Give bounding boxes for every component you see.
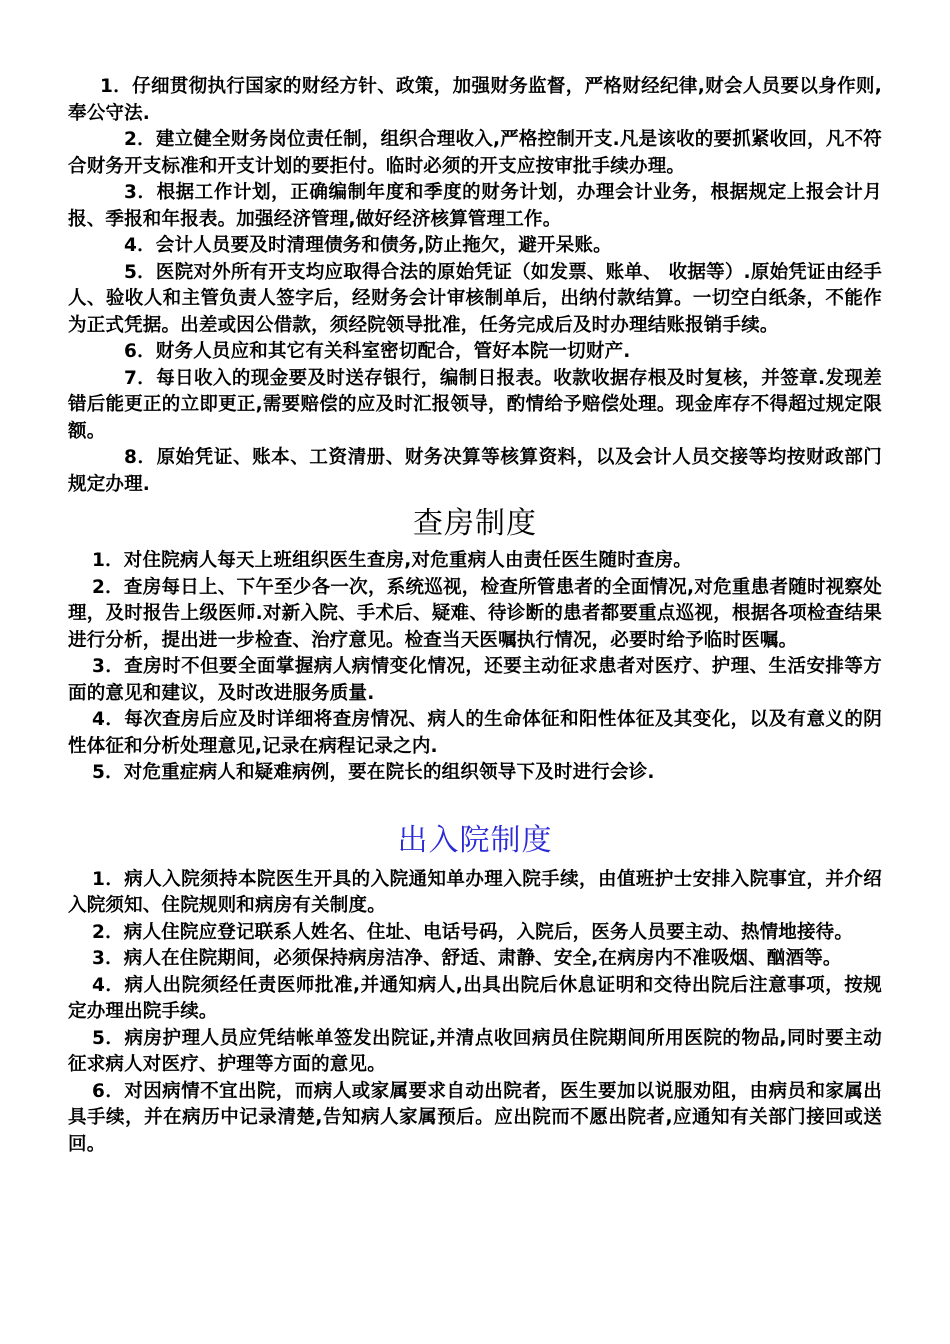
admission-item-1 [68,867,882,920]
item-text: 病人入院须持本院医生开具的入院通知单办理入院手续，由值班护士安排入院事宜，并介绍入院须知、住院规则和病房有关制度。 [68,868,882,916]
item-number: 8． [124,447,157,468]
item-text: 根据工作计划，正确编制年度和季度的财务计划，办理会计业务，根据规定上报会计月报、季报和年报表。加强经济管理,做好经济核算管理工作。 [68,182,882,230]
ward-round-section [68,548,882,787]
finance-item-3 [68,180,882,233]
item-number: 4． [92,974,125,996]
admission-item-6 [68,1079,882,1159]
item-number: 6． [92,1080,125,1102]
ward-round-item-3 [68,654,882,707]
item-number: 1． [92,868,125,890]
ward-round-item-5 [68,760,882,787]
finance-item-5 [68,260,882,340]
finance-section [68,74,882,498]
item-number: 6． [124,341,156,362]
item-number: 5． [124,261,156,283]
item-text: 查房时不但要全面掌握病人病情变化情况，还要主动征求患者对医疗、护理、生活安排等方面的意见和建议，及时改进服务质量. [68,656,882,704]
admission-title: 出入院制度 [397,822,553,858]
item-number: 5． [92,762,124,783]
admission-section [68,867,882,1159]
document-page [68,74,882,1158]
finance-item-1 [68,74,882,127]
finance-item-4 [68,233,882,260]
ward-round-item-4 [68,707,882,760]
item-text: 病房护理人员应凭结帐单签发出院证,并清点收回病员住院期间所用医院的物品,同时要主动征求病人对医疗、护理等方面的意见。 [68,1027,882,1075]
admission-item-4 [68,973,882,1026]
item-text: 对住院病人每天上班组织医生查房,对危重病人由责任医生随时查房。 [123,550,693,571]
item-number: 1． [100,76,133,97]
ward-round-title: 查房制度 [413,506,537,541]
item-number: 2． [124,129,156,150]
item-text: 对危重症病人和疑难病例，要在院长的组织领导下及时进行会诊. [123,762,655,783]
ward-round-item-1 [68,548,882,575]
item-text: 财务人员应和其它有关科室密切配合，管好本院一切财产. [155,341,631,362]
item-text: 每日收入的现金要及时送存银行，编制日报表。收款收据存根及时复核，并签章.发现差错后能更正的立即更正,需要赔偿的应及时汇报领导，酌情给予赔偿处理。现金库存不得超过规定限额。 [68,367,882,442]
item-number: 3． [92,948,124,969]
item-text: 每次查房后应及时详细将查房情况、病人的生命体征和阳性体征及其变化，以及有意义的阴性体征和分析处理意见,记录在病程记录之内. [68,709,882,757]
admission-item-2 [68,920,882,947]
item-number: 3． [124,182,157,203]
item-number: 2． [92,576,124,598]
admission-item-3 [68,946,882,973]
ward-round-item-2 [68,575,882,655]
item-text: 病人在住院期间，必须保持病房洁净、舒适、肃静、安全,在病房内不准吸烟、酗酒等。 [123,948,842,969]
item-text: 查房每日上、下午至少各一次，系统巡视，检查所管患者的全面情况,对危重患者随时视察处理，及时报告上级医师.对新入院、手术后、疑难、待诊断的患者都要重点巡视，根据各项检查结果进行分析，提出进一步检查、治疗意见。检查当天医嘱执行情况，必要时给予临时医嘱。 [68,576,882,651]
item-text: 医院对外所有开支均应取得合法的原始凭证（如发票、账单、 收据等）.原始凭证由经手人、验收人和主管负责人签字后，经财务会计审核制单后，出纳付款结算。一切空白纸条，不能作为正式凭据。出差或因公借款，须经院领导批准，任务完成后及时办理结账报销手续。 [68,261,882,336]
finance-item-8 [68,445,882,498]
finance-item-2 [68,127,882,180]
item-text: 会计人员要及时清理债务和债务,防止拖欠，避开呆账。 [155,235,612,256]
finance-item-7 [68,366,882,446]
item-number: 1． [92,550,124,571]
admission-item-5 [68,1026,882,1079]
item-number: 4． [124,235,156,256]
finance-item-6 [68,339,882,366]
item-number: 5． [92,1027,125,1049]
item-number: 4． [92,709,125,730]
item-text: 对因病情不宜出院，而病人或家属要求自动出院者，医生要加以说服劝阻，由病员和家属出具手续，并在病历中记录清楚,告知病人家属预后。应出院而不愿出院者,应通知有关部门接回或送回。 [68,1080,883,1155]
item-text: 建立健全财务岗位责任制，组织合理收入,严格控制开支.凡是该收的要抓紧收回，凡不符合财务开支标准和开支计划的要拒付。临时必须的开支应按审批手续办理。 [68,129,883,177]
item-number: 2． [92,921,124,943]
item-number: 7． [124,367,157,389]
item-text: 原始凭证、账本、工资清册、财务决算等核算资料，以及会计人员交接等均按财政部门规定办理. [68,447,882,495]
item-text: 仔细贯彻执行国家的财经方针、政策，加强财务监督，严格财经纪律,财会人员要以身作则,奉公守法. [68,76,882,124]
item-text: 病人住院应登记联系人姓名、住址、电话号码，入院后，医务人员要主动、热情地接待。 [123,921,854,943]
item-number: 3． [92,656,125,677]
item-text: 病人出院须经任责医师批准,并通知病人,出具出院后休息证明和交待出院后注意事项，按规定办理出院手续。 [68,974,882,1022]
